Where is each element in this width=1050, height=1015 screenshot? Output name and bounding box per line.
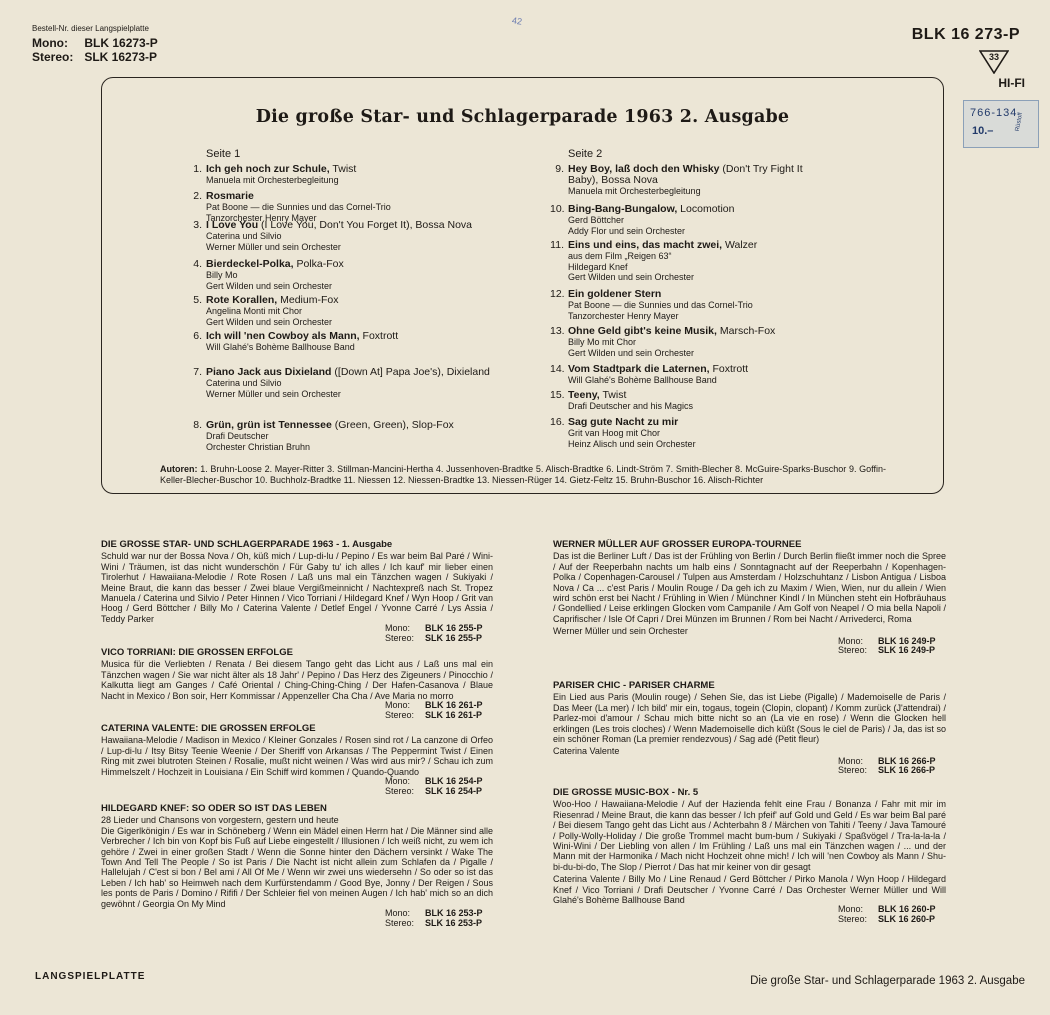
stereo-row	[101, 634, 493, 644]
track-line	[568, 364, 825, 375]
track-style: Walzer	[722, 239, 758, 251]
pen-mark: 42	[511, 15, 523, 27]
stereo-number: SLK 16273-P	[84, 50, 158, 64]
section-heading: VICO TORRIANI: DIE GROSSEN ERFOLGE	[101, 647, 293, 658]
mono-label: Mono:	[838, 904, 864, 915]
stereo-label: Stereo:	[838, 765, 868, 776]
track-style: (Don't Try Fight It Baby), Bossa Nova	[568, 163, 803, 186]
track-body	[568, 390, 825, 412]
track-artist: Drafi Deutscher	[206, 431, 269, 441]
order-label: Bestell-Nr. dieser Langspielplatte	[32, 24, 149, 33]
track-number: 10.	[550, 203, 565, 215]
mono-number: BLK 16 255-P	[425, 623, 483, 634]
footer-right: Die große Star- und Schlagerparade 1963 2. Ausgabe	[750, 975, 1025, 987]
track-title: Ich geh noch zur Schule,	[206, 163, 330, 175]
track-item	[188, 420, 518, 452]
track-style: Foxtrott	[709, 363, 749, 375]
stereo-label: Stereo:	[838, 645, 868, 656]
ad-section	[101, 724, 493, 796]
section-tracks: Musica für die Verliebten / Renata / Bei diesem Tango geht das Licht aus / Laß uns mal ein Tänzchen wagen / Sie war nicht älter als 18 Jahr' / Pepino / Das Herz des Zigeuners / Pinocchio / Kalkutta liegt am Ganges / Café Oriental / Ching-Ching-Ching / Der Hafen-Casanova / Blaue Nacht in Mexico / Bon soir, Herr Kommissar / Appenzeller Cha Cha / Ave Maria no morro	[101, 659, 493, 701]
track-title: Piano Jack aus Dixieland	[206, 366, 332, 378]
ad-section	[101, 540, 493, 643]
stereo-line	[32, 50, 158, 64]
track-item	[188, 259, 518, 291]
footer-left: LANGSPIELPLATTE	[35, 971, 146, 982]
track-number: 14.	[550, 363, 565, 375]
track-style: Marsch-Fox	[716, 325, 776, 337]
side2-label: Seite 2	[568, 148, 603, 160]
track-title: Ich will 'nen Cowboy als Mann,	[206, 330, 360, 342]
track-title: Rosmarie	[206, 190, 254, 202]
mono-number: BLK 16 249-P	[878, 635, 936, 646]
track-number: 15.	[550, 389, 565, 401]
track-artist: Caterina und Silvio	[206, 378, 282, 388]
track-item	[188, 367, 518, 399]
track-body	[568, 204, 825, 236]
track-title: Rote Korallen,	[206, 294, 278, 306]
section-heading: DIE GROSSE MUSIC-BOX - Nr. 5	[553, 787, 699, 798]
track-style: ([Down At] Papa Joe's), Dixieland	[331, 366, 490, 378]
stereo-row	[553, 766, 946, 776]
section-heading: PARISER CHIC - PARISER CHARME	[553, 680, 715, 691]
mono-number: BLK 16 254-P	[425, 776, 483, 787]
track-number: 7.	[193, 366, 202, 378]
track-number: 3.	[193, 219, 202, 231]
track-artist: Gert Wilden und sein Orchester	[568, 272, 695, 282]
track-item	[550, 326, 825, 358]
speed-badge	[979, 50, 1009, 79]
track-body	[568, 289, 825, 321]
track-artist: Werner Müller und sein Orchester	[206, 388, 341, 399]
track-body	[568, 417, 825, 449]
track-body	[206, 420, 518, 452]
mono-label: Mono:	[385, 700, 411, 711]
autoren-block	[160, 464, 886, 485]
section-tracks: Das ist die Berliner Luft / Das ist der Frühling von Berlin / Durch Berlin fließt immer noch die Spree / Auf der Reeperbahn nachts um halb eins / Sonntagnacht auf der Reeperbahn / Kopenhagen-Polka / Copenhagen-Carousel / Tulpen aus Amsterdam / Holzschuhtanz / Lisbon Antigua / Lisboa Nova / Ca ... c'est Paris / Moulin Rouge / Da geh ich zu Maxim / Wien, Wien, nur du allein / Wien wird schön erst bei Nacht / Frühling in Wien / Münchner Kindl / In München steht ein Hofbräuhaus / Gondellied / Leise erklingen Glocken vom Campanile / Am Golf von Neapel / O mia bella Napoli / Caprifischer / Isle Of Capri / Drei Münzen im Brunnen / Rom bei Nacht / Arrivederci, Roma	[553, 551, 946, 624]
track-number: 16.	[550, 416, 565, 428]
stereo-number: SLK 16 260-P	[878, 913, 936, 924]
track-artist: Manuela mit Orchesterbegleitung	[206, 175, 339, 185]
track-artist: Manuela mit Orchesterbegleitung	[568, 186, 701, 196]
mono-label: Mono:	[385, 776, 411, 787]
ad-section	[553, 788, 946, 924]
track-artist: Orchester Christian Bruhn	[206, 441, 311, 452]
track-item	[550, 164, 825, 197]
track-body	[568, 326, 825, 358]
track-title: Vom Stadtpark die Laternen,	[568, 363, 710, 375]
stereo-label: Stereo:	[838, 913, 868, 924]
stereo-label: Stereo:	[385, 785, 415, 796]
track-artist: aus dem Film „Reigen 63“	[568, 251, 672, 261]
track-line	[206, 164, 518, 175]
track-item	[188, 164, 518, 186]
speed-value: 33	[988, 52, 999, 62]
track-item	[550, 390, 825, 412]
track-artist: Hildegard Knef	[568, 261, 628, 272]
track-artist: Tanzorchester Henry Mayer	[206, 212, 317, 223]
track-line	[568, 390, 825, 401]
track-item	[550, 289, 825, 321]
track-title: Ein goldener Stern	[568, 288, 662, 300]
album-title: Die große Star- und Schlagerparade 1963 2. Ausgabe	[255, 107, 790, 127]
track-body	[206, 295, 518, 327]
track-style: Medium-Fox	[277, 294, 339, 306]
section-intro: 28 Lieder und Chansons von vorgestern, gestern und heute	[101, 815, 339, 826]
track-line	[568, 417, 825, 428]
track-title: Bing-Bang-Bungalow,	[568, 203, 678, 215]
mono-label: Mono:	[838, 635, 864, 646]
track-number: 13.	[550, 325, 565, 337]
track-body	[206, 220, 518, 252]
track-line	[568, 240, 825, 251]
track-style: Twist	[599, 389, 627, 401]
section-numbers	[553, 637, 946, 656]
hifi-label: HI-FI	[998, 76, 1025, 90]
track-number: 2.	[193, 190, 202, 202]
track-artist: Will Glahé's Bohème Ballhouse Band	[568, 375, 717, 385]
track-line	[568, 164, 825, 186]
tracklist-frame	[101, 77, 944, 494]
track-title: Bierdeckel-Polka,	[206, 258, 294, 270]
track-body	[568, 240, 825, 283]
track-body	[206, 331, 518, 353]
section-numbers	[101, 701, 493, 720]
section-numbers	[101, 909, 493, 928]
header-catalog-block	[32, 22, 158, 64]
sticker-tag: Rüstoff	[1014, 112, 1025, 132]
track-title: Ohne Geld gibt's keine Musik,	[568, 325, 717, 337]
track-title: Eins und eins, das macht zwei,	[568, 239, 723, 251]
mono-number: BLK 16 266-P	[878, 755, 936, 766]
section-tracks: Woo-Hoo / Hawaiiana-Melodie / Auf der Hazienda fehlt eine Frau / Bonanza / Fahr mit mir im Riesenrad / Meine Braut, die kann das besser / Ich pfeif' auf Gold und Geld / Es war beim Bal paré / Bei diesem Tango geht das Licht aus / Achterbahn 8 / Märchen von Tahiti / Teeny / Java Tamouré / Polly-Wolly-Holiday / Die große Trommel macht bum-bum / Sukiyaki / Spaßvögel / Tra-la-la-la / Wini-Wini / Der Liebling von allen / Im Frühling / Laß uns mal ein Tänzchen wagen / ... und der Mann mit der Harmonika / Mach nicht Hochzeit ohne mich! / Ich will 'nen Cowboy als Mann / Shu-bi-du-bi-do, The Slop / Pierrot / Das hat mir keiner von dir gesagt	[553, 799, 946, 872]
stereo-label: Stereo:	[385, 709, 415, 720]
section-heading: HILDEGARD KNEF: SO ODER SO IST DAS LEBEN	[101, 803, 327, 814]
catalog-number: BLK 16 273-P	[911, 26, 1020, 43]
mono-label: Mono:	[838, 755, 864, 766]
track-artist: Gert Wilden und sein Orchester	[206, 280, 333, 291]
track-artist: Heinz Alisch und sein Orchester	[568, 438, 696, 449]
autoren-label: Autoren:	[160, 464, 198, 474]
track-body	[568, 164, 825, 197]
ad-section	[553, 681, 946, 776]
track-number: 8.	[193, 419, 202, 431]
track-item	[188, 220, 518, 252]
track-artist: Billy Mo mit Chor	[568, 337, 637, 347]
stereo-number: SLK 16 261-P	[425, 709, 483, 720]
stereo-row	[101, 711, 493, 721]
stereo-row	[101, 787, 493, 797]
mono-number: BLK 16 253-P	[425, 908, 483, 919]
track-style: Twist	[329, 163, 357, 175]
track-line	[568, 204, 825, 215]
section-tracks: Schuld war nur der Bossa Nova / Oh, küß mich / Lup-di-lu / Pepino / Es war beim Bal Paré / Wini-Wini / Träumen, ist das nicht wunderschön / Für Gaby tu' ich alles / Ich kauf' mir lieber einen Tirolerhut / Hawaiiana-Melodie / Rote Rosen / Laß uns mal ein Tänzchen wagen / Sukiyaki / Meine Braut, die kann das besser / Zwei blaue Vergißmeinnicht / Nachtexpreß nach St. Tropez Manuela / Caterina und Silvio / Peter Hinnen / Vico Torriani / Hildegard Knef / Wyn Hoop / Grit van Hoog / Gerd Böttcher / Billy Mo / Caterina Valente / Detlef Engel / Yvonne Carré / Lys Assia / Teddy Parker	[101, 551, 493, 624]
track-title: Sag gute Nacht zu mir	[568, 416, 679, 428]
mono-label: Mono:	[385, 908, 411, 919]
section-artist: Caterina Valente / Billy Mo / Line Renaud / Gerd Böttcher / Pirko Manola / Wyn Hoop / Hildegard Knef / Vico Torriani / Drafi Deutscher / Yvonne Carré / Das Orchester Werner Müller und Will Glahé's Bohème Ballhouse Band	[553, 874, 946, 906]
mono-number: BLK 16273-P	[84, 36, 158, 50]
autoren-text: 1. Bruhn-Loose 2. Mayer-Ritter 3. Stillman-Mancini-Hertha 4. Jussenhoven-Bradtke 5. Alisch-Bradtke 6. Lindt-Ström 7. Smith-Blecher 8. McGuire-Sparks-Buschor 9. Goffin-Keller-Blecher-Buschor 10. Buchholz-Bradtke 11. Niessen 12. Niessen-Bradtke 13. Niessen-Rüger 14. Gietz-Feltz 15. Bruhn-Buschor 16. Alisch-Richter	[160, 464, 886, 485]
stereo-number: SLK 16 266-P	[878, 765, 936, 776]
section-tracks: Hawaiiana-Melodie / Madison in Mexico / Kleiner Gonzales / Rosen sind rot / La canzone di Orfeo / Lup-di-lu / Itsy Bitsy Teenie Weenie / Der Sheriff von Arkansas / The Peppermint Twist / Einen Ring mit zwei blutroten Steinen / Rosalie, mußt nicht weinen / Was wird aus mir? / Schau ich zum Himmelszelt / Hochzeit in Louisiana / Ein Schiff wird kommen / Quando-Quando	[101, 735, 493, 777]
mono-number: BLK 16 260-P	[878, 904, 936, 915]
track-item	[550, 240, 825, 283]
track-artist: Gerd Böttcher	[568, 215, 625, 225]
track-line	[206, 259, 518, 270]
track-artist: Will Glahé's Bohème Ballhouse Band	[206, 342, 355, 352]
track-artist: Werner Müller und sein Orchester	[206, 241, 341, 252]
track-line	[568, 326, 825, 337]
track-number: 9.	[555, 163, 564, 175]
track-artist: Angelina Monti mit Chor	[206, 306, 303, 316]
track-artist: Pat Boone — die Sunnies und das Cornel-Trio	[568, 300, 753, 310]
track-body	[206, 259, 518, 291]
section-numbers	[553, 905, 946, 924]
track-item	[550, 417, 825, 449]
track-line	[568, 289, 825, 300]
stereo-row	[101, 919, 493, 929]
track-title: Hey Boy, laß doch den Whisky	[568, 163, 720, 175]
section-heading: CATERINA VALENTE: DIE GROSSEN ERFOLGE	[101, 723, 316, 734]
track-line	[206, 295, 518, 306]
track-style: (I Love You, Don't You Forget It), Bossa Nova	[258, 219, 473, 231]
track-item	[188, 331, 518, 353]
sticker-price: 10.–	[972, 125, 994, 137]
track-artist: Addy Flor und sein Orchester	[568, 225, 686, 236]
track-number: 12.	[550, 288, 565, 300]
track-line	[206, 367, 518, 378]
track-number: 4.	[193, 258, 202, 270]
ad-section	[101, 804, 493, 928]
track-item	[550, 364, 825, 386]
section-artist: Caterina Valente	[553, 746, 620, 757]
track-artist: Gert Wilden und sein Orchester	[206, 316, 333, 327]
stereo-number: SLK 16 254-P	[425, 785, 483, 796]
stereo-label: Stereo:	[385, 632, 415, 643]
side1-label: Seite 1	[206, 148, 241, 160]
stereo-row	[553, 915, 946, 925]
track-line	[206, 191, 518, 202]
track-number: 11.	[550, 239, 564, 251]
track-body	[206, 367, 518, 399]
price-sticker	[963, 100, 1039, 148]
section-numbers	[553, 757, 946, 776]
stereo-label: Stereo:	[385, 917, 415, 928]
stereo-label: Stereo:	[32, 50, 74, 64]
section-artist: Werner Müller und sein Orchester	[553, 626, 688, 637]
track-title: Grün, grün ist Tennessee	[206, 419, 332, 431]
track-artist: Tanzorchester Henry Mayer	[568, 310, 679, 321]
track-style: Locomotion	[677, 203, 735, 215]
track-number: 5.	[193, 294, 202, 306]
track-line	[206, 331, 518, 342]
track-artist: Billy Mo	[206, 270, 238, 280]
track-body	[568, 364, 825, 386]
track-artist: Caterina und Silvio	[206, 231, 282, 241]
track-item	[550, 204, 825, 236]
stereo-row	[553, 646, 946, 656]
section-tracks: Ein Lied aus Paris (Moulin rouge) / Sehen Sie, das ist Liebe (Pigalle) / Mademoiselle de Paris / Das Meer (La mer) / Ich bild' mir ein, togaus, togein (Clopin, clopant) / Komm zurück (J'attendrai) / Parlez-moi d'amour / Schau mich bitte nicht so an (La vie en rose) / Wenn die Glocken hell erklingen (Les trois cloches) / Wenn Mademoiselle dich küßt (Sous le ciel de Paris) / Ja, das ist so ein schöner Roman (La premier rendezvous) / Sag adé (Petit fleur)	[553, 692, 946, 745]
track-item	[188, 295, 518, 327]
track-style: (Green, Green), Slop-Fox	[331, 419, 454, 431]
track-style: Polka-Fox	[293, 258, 344, 270]
section-heading: DIE GROSSE STAR- UND SCHLAGERPARADE 1963 - 1. Ausgabe	[101, 539, 393, 550]
stereo-number: SLK 16 249-P	[878, 645, 936, 656]
ad-section	[553, 540, 946, 656]
section-numbers	[101, 777, 493, 796]
track-line	[206, 420, 518, 431]
track-artist: Gert Wilden und sein Orchester	[568, 347, 695, 358]
track-body	[206, 164, 518, 186]
track-style: Foxtrott	[359, 330, 399, 342]
track-number: 6.	[193, 330, 202, 342]
ad-section	[101, 648, 493, 720]
track-title: Teeny,	[568, 389, 600, 401]
stereo-number: SLK 16 253-P	[425, 917, 483, 928]
mono-label: Mono:	[385, 623, 411, 634]
stereo-number: SLK 16 255-P	[425, 632, 483, 643]
mono-number: BLK 16 261-P	[425, 700, 483, 711]
track-line	[206, 220, 518, 231]
sticker-code: 766-134	[970, 107, 1018, 119]
mono-label: Mono:	[32, 36, 68, 50]
mono-line	[32, 36, 158, 50]
track-artist: Grit van Hoog mit Chor	[568, 428, 661, 438]
track-title: I Love You	[206, 219, 259, 231]
section-tracks: Die Gigerlkönigin / Es war in Schöneberg / Wenn ein Mädel einen Herrn hat / Die Männer sind alle Verbrecher / Ich bin von Kopf bis Fuß auf Liebe eingestellt / Illusionen / Ich weiß nicht, zu wem ich gehöre / Zwei in einer großen Stadt / Wenn die Sonne hinter den Dächern versinkt / Wake The Town And Tell The People / So ist Paris / Die Nacht ist nicht allein zum Schlafen da / Pigalle / Hallelujah / C'est si bon / Bel ami / All Of Me / Wenn wir zwei uns wiedersehn / So oder so ist das Leben / Ich hab' so Heimweh nach dem Kurfürstendamm / Good Bye, Jonny / Der Reigen / Sous les ponts de Paris / Domino / Rififi / Der Schleier fiel von meinen Augen / Ich hab' mich so an dich gewöhnt / Georgia On My Mind	[101, 825, 493, 909]
section-heading: WERNER MÜLLER AUF GROSSER EUROPA-TOURNEE	[553, 539, 802, 550]
track-artist: Drafi Deutscher and his Magics	[568, 401, 694, 411]
track-number: 1.	[193, 163, 202, 175]
track-artist: Pat Boone — die Sunnies und das Cornel-Trio	[206, 202, 391, 212]
section-numbers	[101, 624, 493, 643]
